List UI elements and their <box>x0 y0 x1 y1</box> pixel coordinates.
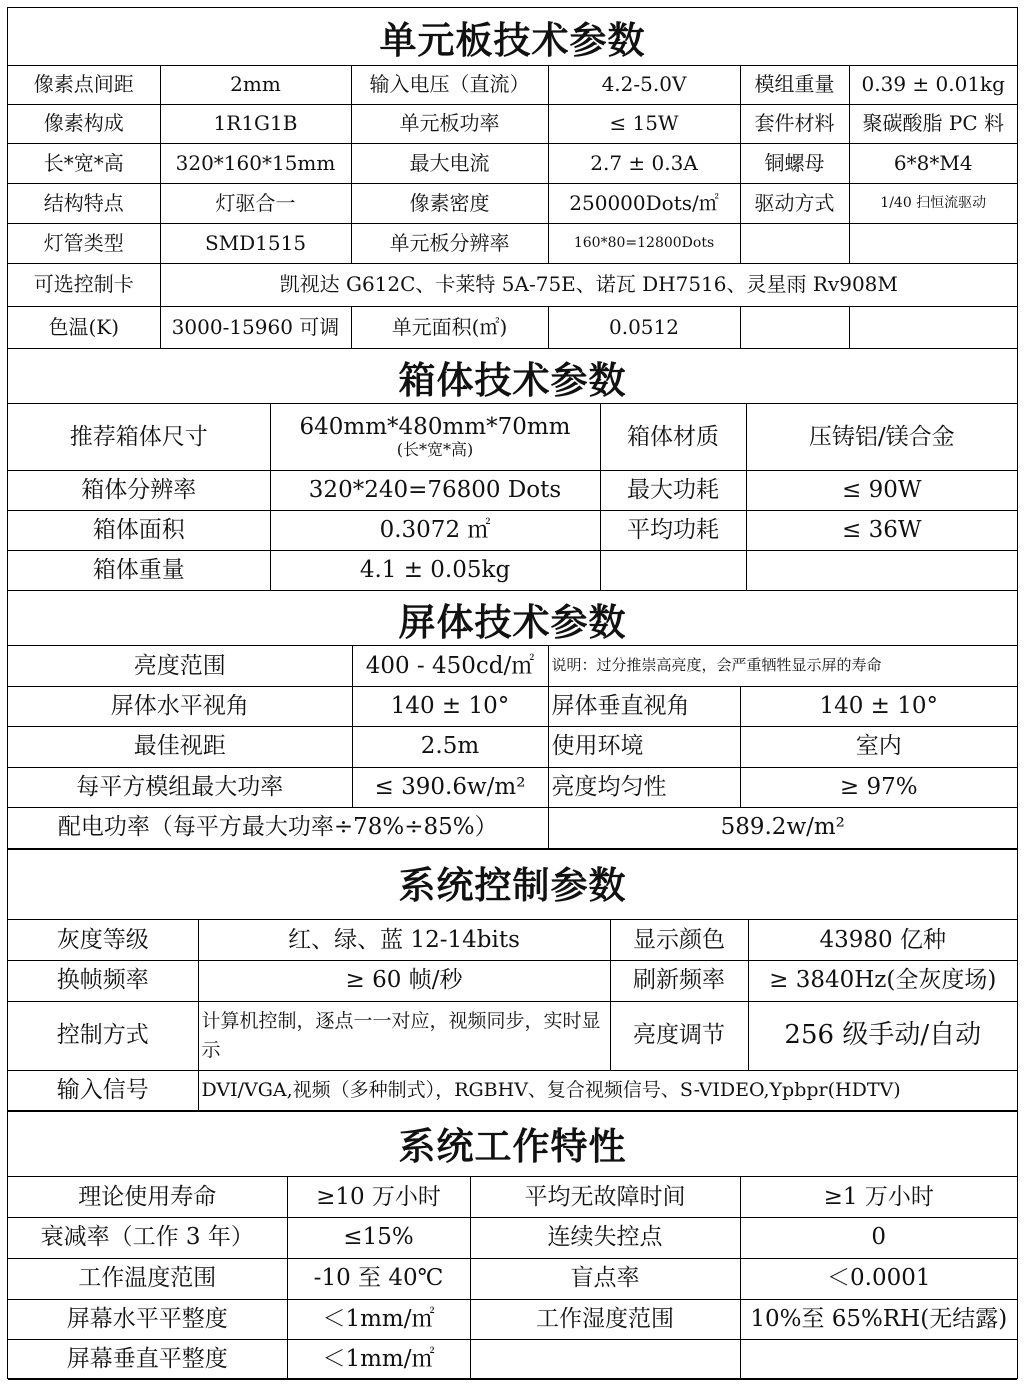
spec-sheet <box>7 7 1018 1379</box>
table-row <box>8 66 1017 104</box>
label-cell: 单元面积(㎡) <box>351 306 548 348</box>
value-cell: 压铸铝/镁合金 <box>746 404 1017 470</box>
dimension-value: 640mm*480mm*70mm <box>299 414 571 441</box>
value-cell: 320*240=76800 Dots <box>270 470 600 510</box>
value-cell: ≤ 90W <box>746 470 1017 510</box>
value-cell: 256 级手动/自动 <box>748 1001 1017 1070</box>
label-cell: 屏幕水平平整度 <box>8 1299 287 1339</box>
empty-cell <box>746 550 1017 590</box>
system-control-table <box>8 920 1017 1112</box>
value-cell: 2.7 ± 0.3A <box>548 143 740 183</box>
label-cell: 工作温度范围 <box>8 1258 287 1299</box>
empty-cell <box>470 1339 740 1379</box>
label-cell: 像素密度 <box>351 183 548 223</box>
label-cell: 屏幕垂直平整度 <box>8 1339 287 1379</box>
working-characteristics-table <box>8 1177 1017 1380</box>
section-screen <box>8 590 1017 850</box>
value-cell: 6*8*M4 <box>849 143 1017 183</box>
unit-board-table <box>8 66 1017 349</box>
label-cell: 灰度等级 <box>8 920 198 960</box>
value-cell: 0 <box>740 1217 1017 1258</box>
label-cell: 箱体材质 <box>600 404 746 470</box>
empty-cell <box>740 1339 1017 1379</box>
label-cell: 刷新频率 <box>610 960 748 1001</box>
label-cell: 输入信号 <box>8 1070 198 1111</box>
value-cell: 3000-15960 可调 <box>160 306 351 348</box>
empty-cell <box>740 223 849 263</box>
empty-cell <box>600 550 746 590</box>
table-row <box>8 263 1017 306</box>
section-cabinet <box>8 348 1017 591</box>
label-cell: 屏体水平视角 <box>8 686 352 726</box>
section-title: 单元板技术参数 <box>8 8 1017 66</box>
table-row <box>8 1001 1017 1070</box>
value-cell: 140 ± 10° <box>352 686 548 726</box>
value-cell: 589.2w/m² <box>548 807 1017 848</box>
table-row <box>8 306 1017 348</box>
value-cell: 2mm <box>160 66 351 104</box>
label-cell: 亮度均匀性 <box>548 767 740 807</box>
label-cell: 衰减率（工作 3 年） <box>8 1217 287 1258</box>
value-cell: 0.39 ± 0.01kg <box>849 66 1017 104</box>
label-cell: 亮度范围 <box>8 646 352 686</box>
section-title: 系统工作特性 <box>8 1111 1017 1177</box>
value-cell: ≥10 万小时 <box>287 1177 470 1217</box>
table-row <box>8 686 1017 726</box>
value-cell: 160*80=12800Dots <box>548 223 740 263</box>
value-cell: 400 - 450cd/㎡ <box>352 646 548 686</box>
dimension-note: (长*宽*高) <box>396 439 474 459</box>
label-cell: 色温(K) <box>8 306 160 348</box>
label-cell: 控制方式 <box>8 1001 198 1070</box>
label-cell: 亮度调节 <box>610 1001 748 1070</box>
label-cell: 理论使用寿命 <box>8 1177 287 1217</box>
label-cell: 箱体重量 <box>8 550 270 590</box>
label-cell: 盲点率 <box>470 1258 740 1299</box>
label-cell: 最佳视距 <box>8 726 352 767</box>
note-cell: 说明：过分推崇高亮度，会严重牺牲显示屏的寿命 <box>548 646 1017 686</box>
table-row <box>8 550 1017 590</box>
value-cell: 灯驱合一 <box>160 183 351 223</box>
table-row <box>8 960 1017 1001</box>
label-cell: 铜螺母 <box>740 143 849 183</box>
label-cell: 输入电压（直流） <box>351 66 548 104</box>
cabinet-table <box>8 404 1017 591</box>
empty-cell <box>849 223 1017 263</box>
value-cell: 凯视达 G612C、卡莱特 5A-75E、诺瓦 DH7516、灵星雨 Rv908M <box>160 263 1017 306</box>
table-row <box>8 1177 1017 1217</box>
table-row <box>8 223 1017 263</box>
value-cell: 250000Dots/㎡ <box>548 183 740 223</box>
value-cell: ≤ 15W <box>548 104 740 143</box>
value-cell: 计算机控制，逐点一一对应，视频同步，实时显示 <box>198 1001 610 1070</box>
value-cell: -10 至 40℃ <box>287 1258 470 1299</box>
label-cell: 单元板分辨率 <box>351 223 548 263</box>
table-row <box>8 920 1017 960</box>
label-cell: 驱动方式 <box>740 183 849 223</box>
value-cell: 4.2-5.0V <box>548 66 740 104</box>
value-cell: 4.1 ± 0.05kg <box>270 550 600 590</box>
section-working-characteristics <box>8 1110 1017 1379</box>
value-cell: ≥ 97% <box>740 767 1017 807</box>
table-row <box>8 1299 1017 1339</box>
value-cell: 43980 亿种 <box>748 920 1017 960</box>
label-cell: 推荐箱体尺寸 <box>8 404 270 470</box>
value-cell: ≤ 390.6w/m² <box>352 767 548 807</box>
label-cell: 像素构成 <box>8 104 160 143</box>
value-cell: 10%至 65%RH(无结露) <box>740 1299 1017 1339</box>
table-row <box>8 143 1017 183</box>
label-cell: 配电功率（每平方最大功率÷78%÷85%） <box>8 807 548 848</box>
value-cell: 0.0512 <box>548 306 740 348</box>
value-cell: 1/40 扫恒流驱动 <box>849 183 1017 223</box>
label-cell: 单元板功率 <box>351 104 548 143</box>
label-cell: 换帧频率 <box>8 960 198 1001</box>
value-cell: 聚碳酸脂 PC 料 <box>849 104 1017 143</box>
table-row <box>8 807 1017 848</box>
value-cell: 320*160*15mm <box>160 143 351 183</box>
table-row <box>8 510 1017 550</box>
section-unit-board <box>8 8 1017 348</box>
label-cell: 像素点间距 <box>8 66 160 104</box>
value-cell: 2.5m <box>352 726 548 767</box>
label-cell: 最大电流 <box>351 143 548 183</box>
label-cell: 结构特点 <box>8 183 160 223</box>
value-cell: 140 ± 10° <box>740 686 1017 726</box>
label-cell: 屏体垂直视角 <box>548 686 740 726</box>
label-cell: 工作湿度范围 <box>470 1299 740 1339</box>
section-title: 系统控制参数 <box>8 850 1017 920</box>
label-cell: 显示颜色 <box>610 920 748 960</box>
value-cell: DVI/VGA,视频（多种制式），RGBHV、复合视频信号、S-VIDEO,Ypbpr(HDTV) <box>198 1070 1017 1111</box>
label-cell: 套件材料 <box>740 104 849 143</box>
value-cell: ≥ 3840Hz(全灰度场) <box>748 960 1017 1001</box>
value-cell: 0.3072 ㎡ <box>270 510 600 550</box>
label-cell: 平均无故障时间 <box>470 1177 740 1217</box>
value-cell: SMD1515 <box>160 223 351 263</box>
value-cell: ＜1mm/㎡ <box>287 1299 470 1339</box>
table-row <box>8 183 1017 223</box>
screen-table <box>8 646 1017 849</box>
label-cell: 箱体面积 <box>8 510 270 550</box>
table-row <box>8 767 1017 807</box>
label-cell: 使用环境 <box>548 726 740 767</box>
value-cell: ＜0.0001 <box>740 1258 1017 1299</box>
value-cell: ≤ 36W <box>746 510 1017 550</box>
section-title: 箱体技术参数 <box>8 349 1017 404</box>
table-row <box>8 1070 1017 1111</box>
value-cell: ≥1 万小时 <box>740 1177 1017 1217</box>
value-cell: 1R1G1B <box>160 104 351 143</box>
table-row <box>8 404 1017 470</box>
value-cell <box>270 404 600 470</box>
value-cell: ＜1mm/㎡ <box>287 1339 470 1379</box>
label-cell: 可选控制卡 <box>8 263 160 306</box>
empty-cell <box>740 306 849 348</box>
label-cell: 平均功耗 <box>600 510 746 550</box>
table-row <box>8 1217 1017 1258</box>
table-row <box>8 646 1017 686</box>
table-row <box>8 470 1017 510</box>
table-row <box>8 1258 1017 1299</box>
label-cell: 每平方模组最大功率 <box>8 767 352 807</box>
value-cell: ≤15% <box>287 1217 470 1258</box>
label-cell: 灯管类型 <box>8 223 160 263</box>
section-system-control <box>8 849 1017 1111</box>
value-cell: 红、绿、蓝 12-14bits <box>198 920 610 960</box>
table-row <box>8 726 1017 767</box>
label-cell: 长*宽*高 <box>8 143 160 183</box>
label-cell: 箱体分辨率 <box>8 470 270 510</box>
section-title: 屏体技术参数 <box>8 591 1017 646</box>
table-row <box>8 1339 1017 1379</box>
label-cell: 连续失控点 <box>470 1217 740 1258</box>
label-cell: 最大功耗 <box>600 470 746 510</box>
value-cell: 室内 <box>740 726 1017 767</box>
table-row <box>8 104 1017 143</box>
label-cell: 模组重量 <box>740 66 849 104</box>
value-cell: ≥ 60 帧/秒 <box>198 960 610 1001</box>
empty-cell <box>849 306 1017 348</box>
